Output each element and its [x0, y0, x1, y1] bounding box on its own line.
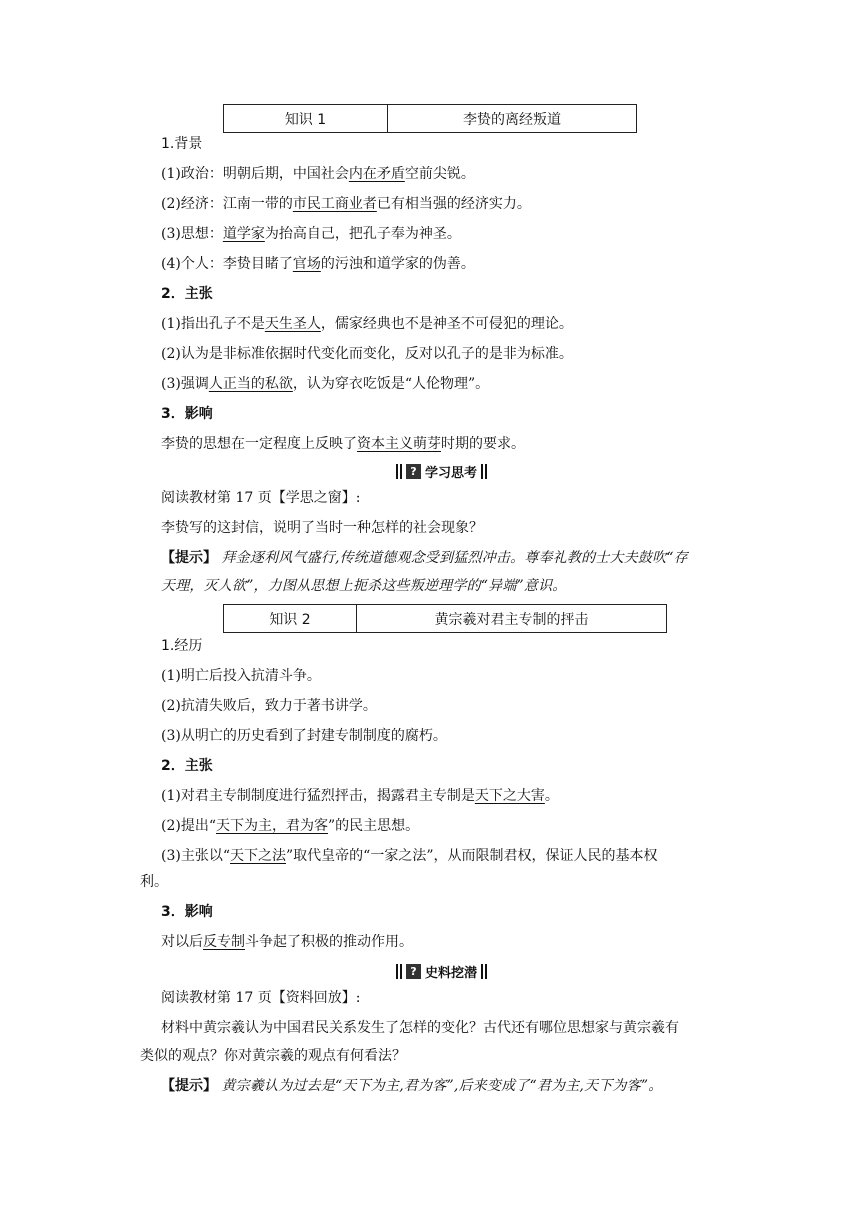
impact-heading-1: 3．影响	[161, 406, 213, 422]
keyword: 内在矛盾	[348, 166, 405, 182]
hint-label: 【提示】	[161, 550, 217, 566]
experience-1: (1)明亡后投入抗清斗争。	[161, 668, 321, 684]
impact-1: 李贽的思想在一定程度上反映了资本主义萌芽时期的要求。	[161, 436, 525, 452]
keyword: 反专制	[203, 934, 245, 950]
bg-personal: (4)个人：李贽目睹了官场的污浊和道学家的伪善。	[161, 256, 475, 272]
claim-2-1: (1)对君主专制制度进行猛烈抨击，揭露君主专制是天下之大害。	[161, 788, 559, 804]
claims-heading-2: 2．主张	[161, 758, 213, 774]
claim-2-3: (3)主张以“天下之法”取代皇帝的“一家之法”，从而限制君权，保证人民的基本权	[161, 848, 658, 864]
keyword: 资本主义萌芽	[357, 436, 441, 452]
knowledge-label-2: 知识 2	[224, 605, 357, 632]
bg-economy: (2)经济：江南一带的市民工商业者已有相当强的经济实力。	[161, 196, 531, 212]
study-thinking-banner	[396, 462, 487, 481]
source-mining-banner	[396, 962, 487, 981]
knowledge-table-2	[223, 604, 667, 633]
knowledge-title-2: 黄宗羲对君主专制的抨击	[434, 611, 589, 628]
banner-title: 学习思考	[425, 466, 478, 481]
hint-1-line-2: 天理，灭人欲”，力图从思想上扼杀这些叛逆理学的“异端”意识。	[161, 578, 567, 594]
hint-1-line-1: 【提示】 拜金逐利风气盛行,传统道德观念受到猛烈冲击。尊奉礼教的士大夫鼓吹“存	[161, 550, 688, 566]
knowledge-title-1: 李贽的离经叛道	[463, 111, 561, 128]
question-mark-icon: ?	[406, 964, 421, 979]
bg-thought: (3)思想：道学家为抬高自己，把孔子奉为神圣。	[161, 226, 461, 242]
keyword: 人正当的私欲	[208, 376, 293, 392]
keyword: 天下之法	[230, 848, 286, 864]
experience-heading: 1.经历	[161, 638, 203, 654]
impact-2: 对以后反专制斗争起了积极的推动作用。	[161, 934, 413, 950]
claim-2-2: (2)提出“天下为主，君为客”的民主思想。	[161, 818, 420, 834]
claim-3: (3)强调人正当的私欲，认为穿衣吃饭是“人伦物理”。	[161, 376, 490, 392]
question-2-line-2: 类似的观点？你对黄宗羲的观点有何看法？	[140, 1048, 406, 1064]
impact-heading-2: 3．影响	[161, 904, 213, 920]
experience-2: (2)抗清失败后，致力于著书讲学。	[161, 698, 377, 714]
keyword: 道学家	[222, 226, 265, 242]
keyword: 天下为主，君为客	[216, 818, 328, 834]
read-instruction-1: 阅读教材第 17 页【学思之窗】:	[161, 490, 361, 506]
keyword: 官场	[292, 256, 321, 272]
hint-label: 【提示】	[161, 1078, 217, 1094]
knowledge-label-1: 知识 1	[224, 105, 388, 132]
background-heading: 1.背景	[161, 136, 203, 152]
claim-1: (1)指出孔子不是天生圣人，儒家经典也不是神圣不可侵犯的理论。	[161, 316, 573, 332]
keyword: 市民工商业者	[292, 196, 377, 212]
knowledge-table-1	[223, 104, 637, 133]
question-mark-icon: ?	[406, 464, 421, 479]
question-1: 李贽写的这封信，说明了当时一种怎样的社会现象？	[161, 520, 483, 536]
read-instruction-2: 阅读教材第 17 页【资料回放】:	[161, 990, 361, 1006]
banner-title: 史料挖潜	[425, 966, 478, 981]
keyword: 天下之大害	[474, 788, 545, 804]
experience-3: (3)从明亡的历史看到了封建专制制度的腐朽。	[161, 728, 447, 744]
hint-2-line-1: 【提示】 黄宗羲认为过去是“天下为主,君为客”,后来变成了“君为主,天下为客”。	[161, 1078, 663, 1094]
keyword: 天生圣人	[264, 316, 321, 332]
question-2-line-1: 材料中黄宗羲认为中国君民关系发生了怎样的变化？古代还有哪位思想家与黄宗羲有	[161, 1020, 679, 1036]
claim-2: (2)认为是非标准依据时代变化而变化，反对以孔子的是非为标准。	[161, 346, 573, 362]
claim-2-3-cont: 利。	[140, 874, 168, 890]
bg-politics: (1)政治：明朝后期，中国社会内在矛盾空前尖锐。	[161, 166, 475, 182]
claims-heading-1: 2．主张	[161, 286, 213, 302]
